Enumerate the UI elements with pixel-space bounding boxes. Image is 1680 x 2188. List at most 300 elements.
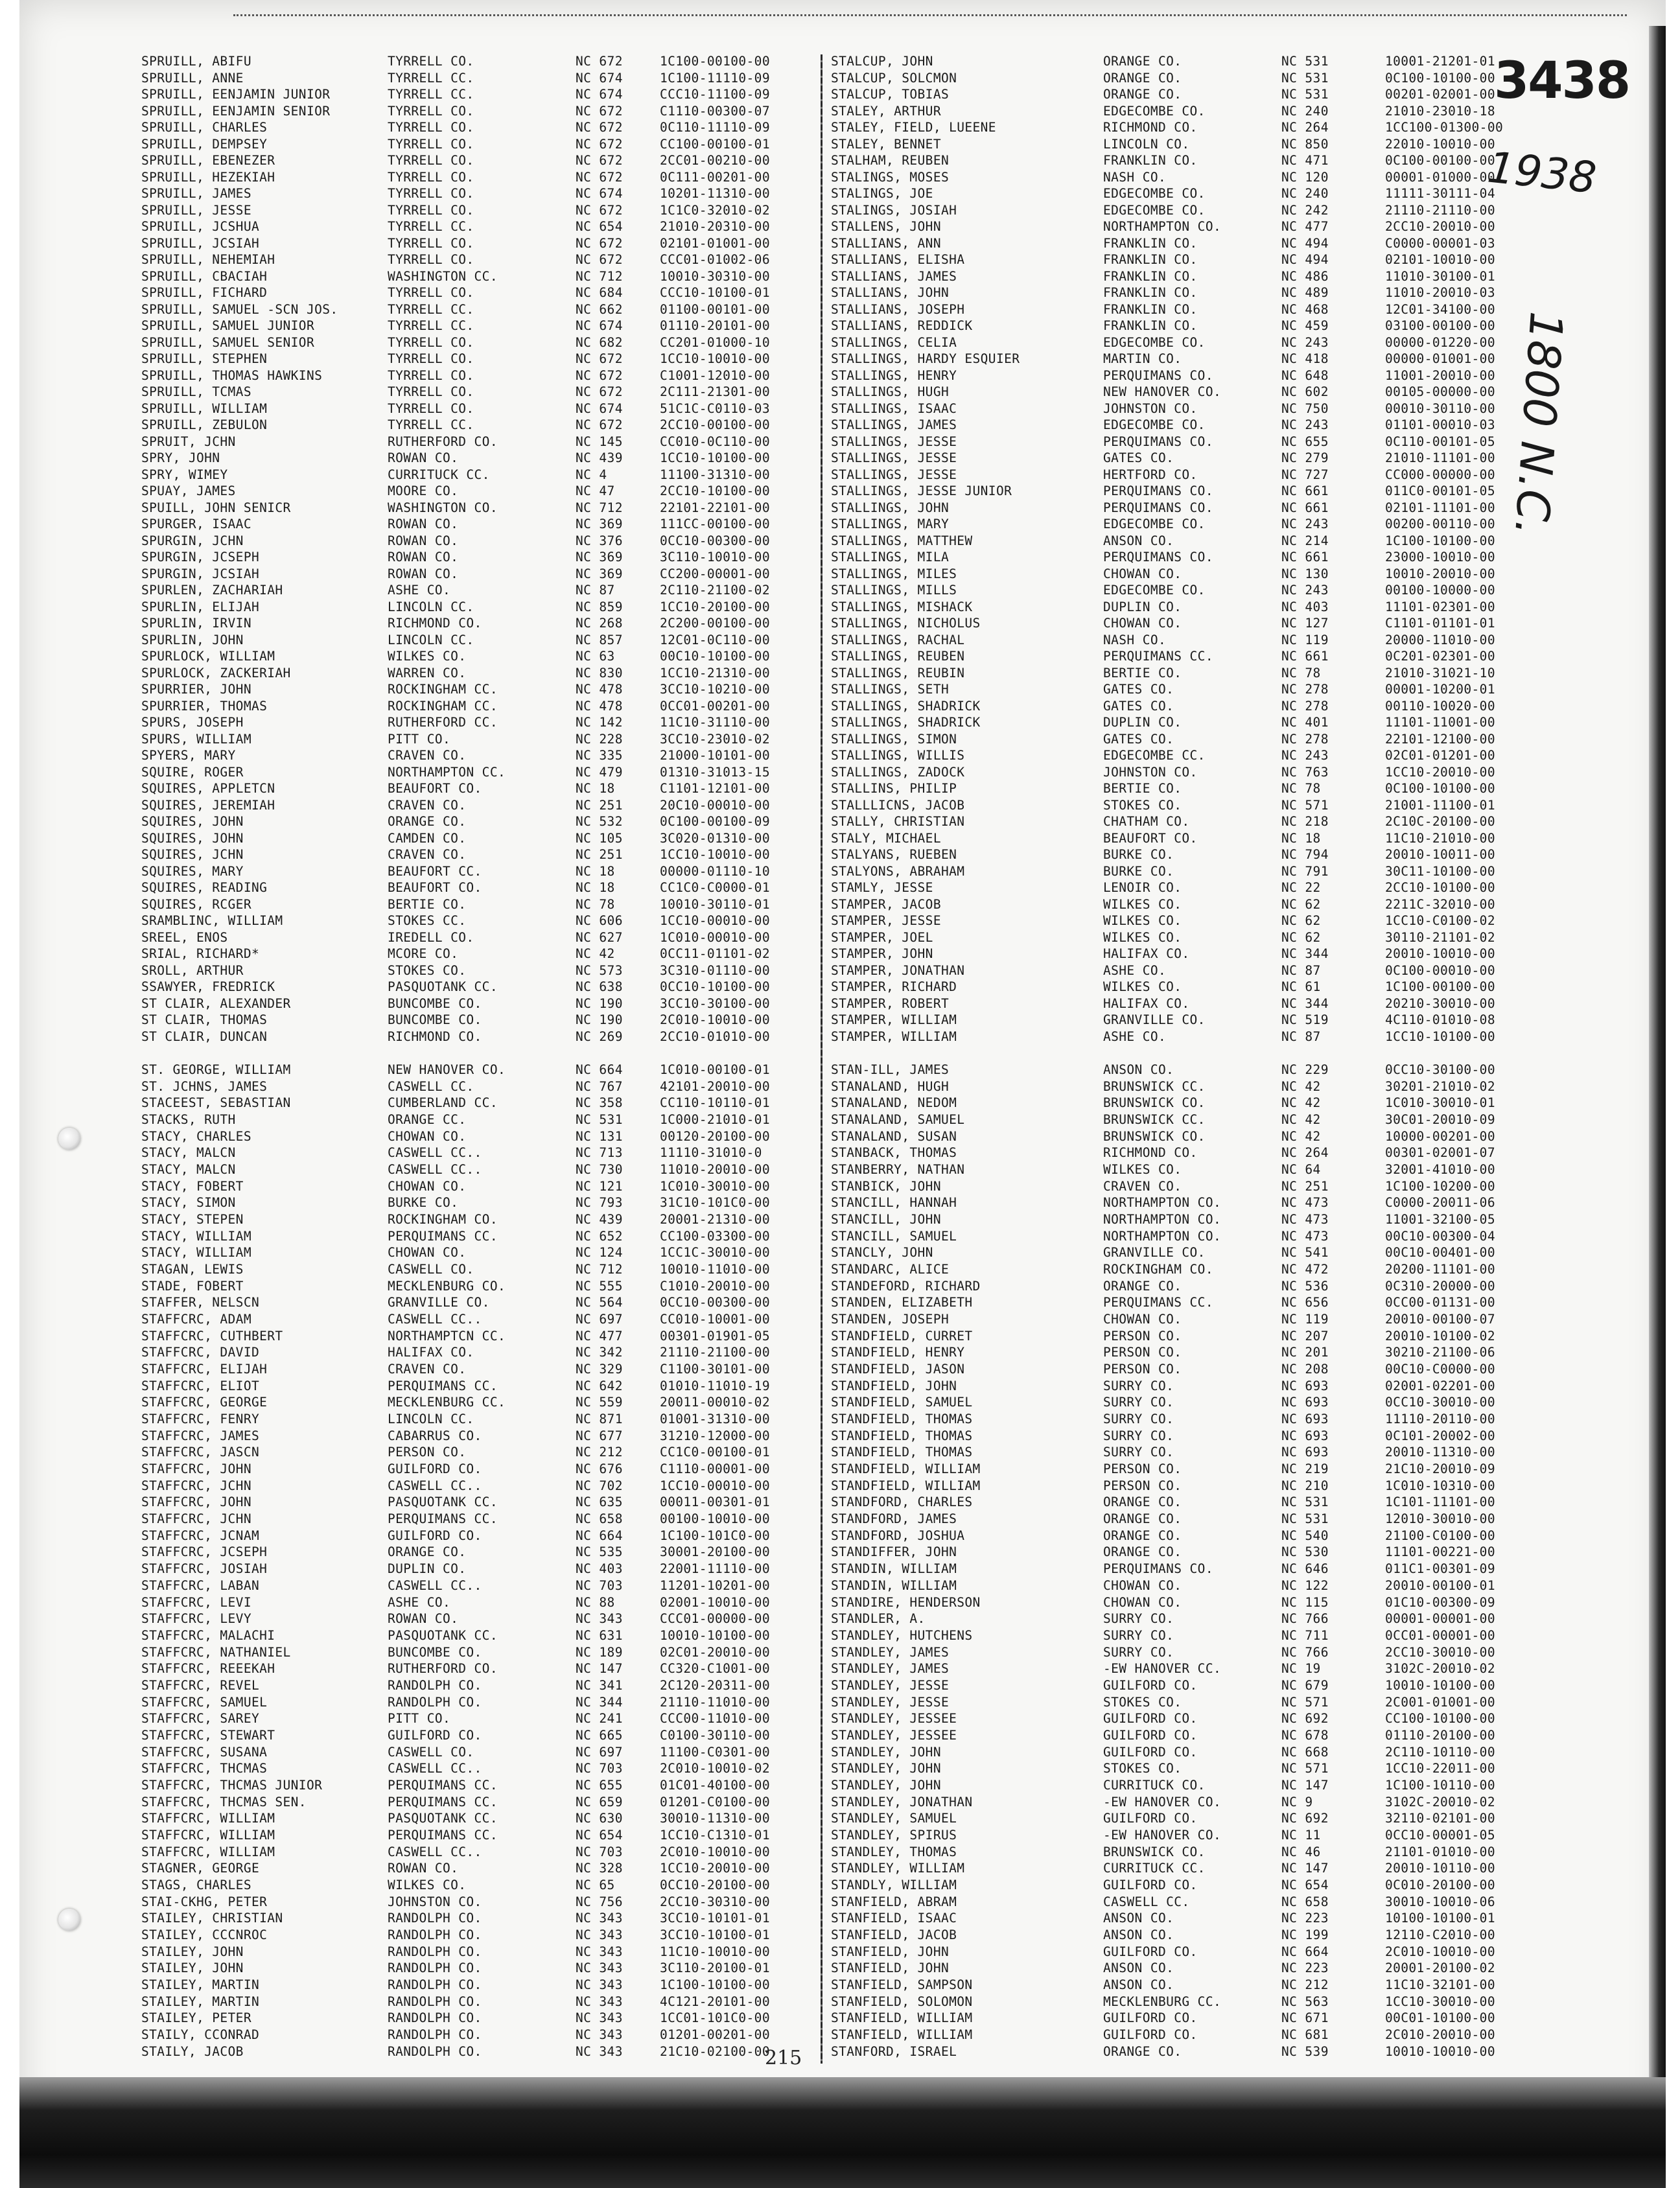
entry-county: LENOIR CO. <box>1103 881 1182 895</box>
entry-code: 11100-31310-00 <box>660 467 770 482</box>
index-entry <box>831 1562 1609 1578</box>
entry-code: 00C10-10100-00 <box>660 649 770 664</box>
entry-code: 3CC10-10210-00 <box>660 682 770 697</box>
index-entry <box>831 154 1609 170</box>
entry-code: 02001-02201-00 <box>1385 1379 1495 1393</box>
entry-page: NC 4 <box>576 467 607 482</box>
index-entry <box>141 765 815 782</box>
entry-name: SPRUILL, NEHEMIAH <box>141 253 275 267</box>
index-entry <box>141 1828 815 1845</box>
index-entry <box>141 931 815 947</box>
entry-name: STACY, WILLIAM <box>141 1246 251 1261</box>
entry-county: FRANKLIN CO. <box>1103 236 1198 251</box>
index-entry <box>141 319 815 335</box>
index-entry <box>141 1362 815 1379</box>
entry-name: STALLINGS, CELIA <box>831 335 957 350</box>
entry-code: 10010-20010-00 <box>1385 566 1495 581</box>
entry-name: STAFFCRC, JOHN <box>141 1495 251 1510</box>
entry-page: NC 672 <box>576 137 623 152</box>
entry-name: STANDEN, JOSEPH <box>831 1312 950 1327</box>
entry-page: NC 120 <box>1281 170 1329 185</box>
entry-code: 23000-10010-00 <box>1385 550 1495 564</box>
entry-name: SPRUILL, HEZEKIAH <box>141 170 275 185</box>
entry-page: NC 656 <box>1281 1296 1329 1310</box>
entry-county: EDGECOMBE CO. <box>1103 335 1206 350</box>
entry-county: ASHE CO. <box>388 1595 451 1610</box>
entry-page: NC 147 <box>1281 1861 1329 1876</box>
entry-code: 01010-11010-19 <box>660 1379 770 1393</box>
entry-county: TYRRELL CO. <box>388 203 474 218</box>
index-entry <box>141 1213 815 1229</box>
index-entry <box>831 633 1609 649</box>
entry-county: BEAUFORT CO. <box>388 881 482 895</box>
entry-county: CRAVEN CO. <box>388 749 467 763</box>
entry-page: NC 18 <box>576 782 615 796</box>
index-entry <box>141 567 815 583</box>
entry-code: 12110-C2010-00 <box>1385 1927 1495 1942</box>
entry-county: ASHE CO. <box>1103 963 1167 978</box>
entry-page: NC 674 <box>576 87 623 102</box>
index-entry <box>831 104 1609 121</box>
entry-page: NC 536 <box>1281 1279 1329 1294</box>
entry-county: GUILFORD CO. <box>1103 1878 1198 1892</box>
entry-county: ORANGE CO. <box>388 1545 467 1560</box>
entry-page: NC 63 <box>576 649 615 664</box>
entry-page: NC 61 <box>1281 980 1321 994</box>
entry-code: 1C010-00100-01 <box>660 1063 770 1077</box>
entry-county: ROWAN CO. <box>388 533 459 548</box>
entry-code: 1C010-30010-01 <box>1385 1096 1495 1111</box>
entry-county: SURRY CO. <box>1103 1412 1174 1427</box>
entry-name: STAFFCRC, WILLIAM <box>141 1845 275 1859</box>
entry-code: 01110-20100-00 <box>1385 1728 1495 1743</box>
entry-code: 11010-30100-01 <box>1385 269 1495 284</box>
entry-county: CASWELL CO. <box>388 1745 474 1760</box>
entry-code: 21110-11010-00 <box>660 1695 770 1710</box>
entry-name: STAILEY, CHRISTIAN <box>141 1911 283 1926</box>
entry-name: STANDIRE, HENDERSON <box>831 1595 981 1610</box>
index-entry <box>141 1695 815 1712</box>
entry-page: NC 672 <box>576 236 623 251</box>
entry-county: GUILFORD CO. <box>1103 1728 1198 1743</box>
entry-name: STALYONS, ABRAHAM <box>831 864 965 879</box>
index-entry <box>831 1146 1609 1162</box>
entry-name: STANDEN, ELIZABETH <box>831 1296 973 1310</box>
index-entry <box>831 1495 1609 1511</box>
entry-county: NORTHAMPTON CO. <box>1103 1196 1222 1211</box>
entry-code: 10010-11010-00 <box>660 1263 770 1277</box>
entry-name: STANFIELD, ABRAM <box>831 1894 957 1909</box>
entry-name: STANBERRY, NATHAN <box>831 1163 965 1178</box>
index-entry <box>831 1113 1609 1129</box>
entry-code: 3CC10-10100-01 <box>660 1927 770 1942</box>
index-entry <box>831 220 1609 236</box>
entry-code: 2CC10-10100-00 <box>660 484 770 498</box>
entry-name: STANDLEY, JESSE <box>831 1695 950 1710</box>
entry-name: STANDLY, WILLIAM <box>831 1878 957 1892</box>
index-entry <box>831 848 1609 864</box>
index-entry <box>831 1345 1609 1362</box>
entry-code: 1C100-00100-00 <box>660 54 770 69</box>
entry-code: 0CC10-10100-00 <box>660 980 770 994</box>
entry-name: SPUILL, JOHN SENICR <box>141 500 291 515</box>
entry-name: STAFFCRC, WILLIAM <box>141 1811 275 1826</box>
entry-code: 20001-21310-00 <box>660 1213 770 1228</box>
entry-name: STALHAM, REUBEN <box>831 154 950 168</box>
entry-county: TYRRELL CO. <box>388 170 474 185</box>
index-entry <box>831 1712 1609 1728</box>
index-entry <box>831 1196 1609 1212</box>
index-entry <box>831 1978 1609 1994</box>
entry-county: ROCKINGHAM CO. <box>388 1213 498 1228</box>
index-entry <box>831 385 1609 401</box>
entry-code: 32110-02101-00 <box>1385 1811 1495 1826</box>
entry-code: 11001-20010-00 <box>1385 368 1495 383</box>
entry-county: BRUNSWICK CO. <box>1103 1096 1206 1111</box>
entry-county: RUTHERFORD CO. <box>388 1662 498 1677</box>
entry-name: SPURS, JOSEPH <box>141 716 244 730</box>
index-entry <box>141 964 815 980</box>
entry-county: RANDOLPH CO. <box>388 1695 482 1710</box>
entry-page: NC 871 <box>576 1412 623 1427</box>
entry-name: STANDLEY, JESSEE <box>831 1728 957 1743</box>
index-entry <box>831 914 1609 930</box>
entry-name: SPURLIN, JOHN <box>141 633 244 647</box>
entry-page: NC 541 <box>1281 1246 1329 1261</box>
index-entry <box>141 484 815 500</box>
entry-county: TYRRELL CO. <box>388 104 474 119</box>
entry-code: 11C10-32101-00 <box>1385 1977 1495 1992</box>
entry-code: 1C101-11101-00 <box>1385 1495 1495 1510</box>
index-entry <box>831 931 1609 947</box>
entry-county: ORANGE CO. <box>1103 1545 1182 1560</box>
entry-county: EDGECOMBE CO. <box>1103 187 1206 201</box>
entry-county: CURRITUCK CO. <box>1103 1778 1206 1793</box>
entry-page: NC 664 <box>1281 1944 1329 1959</box>
entry-page: NC 115 <box>1281 1595 1329 1610</box>
entry-name: STANBACK, THOMAS <box>831 1146 957 1161</box>
entry-page: NC 105 <box>576 831 623 846</box>
entry-page: NC 199 <box>1281 1927 1329 1942</box>
index-entry <box>831 1180 1609 1196</box>
entry-page: NC 147 <box>1281 1778 1329 1793</box>
entry-name: ST. GEORGE, WILLIAM <box>141 1063 291 1077</box>
entry-page: NC 240 <box>1281 104 1329 119</box>
entry-county: GRANVILLE CO. <box>1103 1013 1206 1027</box>
entry-name: SPURLIN, IRVIN <box>141 616 251 631</box>
entry-page: NC 403 <box>576 1562 623 1577</box>
entry-name: STAFFCRC, WILLIAM <box>141 1828 275 1843</box>
entry-page: NC 418 <box>1281 352 1329 366</box>
entry-code: C1001-12010-00 <box>660 368 770 383</box>
entry-name: STANDLEY, JOHN <box>831 1778 941 1793</box>
entry-name: STALLY, CHRISTIAN <box>831 815 965 829</box>
entry-county: PERQUIMANS CO. <box>1103 550 1213 564</box>
entry-code: 20010-10011-00 <box>1385 848 1495 862</box>
entry-county: TYRRELL CO. <box>388 121 474 135</box>
entry-name: STAFFCRC, THCMAS SEN. <box>141 1795 307 1810</box>
index-entry <box>831 1429 1609 1445</box>
entry-county: NORTHAMPTON CO. <box>1103 1229 1222 1244</box>
entry-page: NC 18 <box>1281 831 1321 846</box>
entry-code: 2CC10-00100-00 <box>660 418 770 432</box>
entry-county: BRUNSWICK CO. <box>1103 1129 1206 1144</box>
entry-code: 22101-12100-00 <box>1385 732 1495 747</box>
entry-county: RANDOLPH CO. <box>388 1911 482 1926</box>
index-entry <box>831 583 1609 599</box>
entry-code: 1C100-00100-00 <box>1385 980 1495 994</box>
entry-name: SQUIRES, READING <box>141 881 268 895</box>
binder-hole-icon <box>58 1909 80 1931</box>
index-entry <box>831 1229 1609 1246</box>
entry-county: HALIFAX CO. <box>1103 996 1190 1011</box>
entry-name: SPRUILL, JAMES <box>141 187 251 201</box>
entry-county: PERSON CO. <box>1103 1362 1182 1377</box>
index-entry <box>141 501 815 517</box>
entry-page: NC 208 <box>1281 1362 1329 1377</box>
entry-county: WASHINGTON CO. <box>388 500 498 515</box>
entry-page: NC 42 <box>1281 1129 1321 1144</box>
index-entry <box>141 1263 815 1279</box>
entry-code: 11110-31010-0 <box>660 1146 762 1161</box>
entry-county: GUILFORD CO. <box>388 1462 482 1477</box>
entry-name: STANDFIELD, HENRY <box>831 1345 965 1360</box>
index-entry <box>141 1345 815 1362</box>
entry-page: NC 229 <box>1281 1063 1329 1077</box>
entry-page: NC 711 <box>1281 1628 1329 1643</box>
entry-county: CASWELL CC.. <box>388 1312 482 1327</box>
entry-code: 0CC10-00300-00 <box>660 533 770 548</box>
entry-code: 21010-23010-18 <box>1385 104 1495 119</box>
entry-code: 1CC10-10010-00 <box>660 848 770 862</box>
entry-page: NC 18 <box>576 864 615 879</box>
entry-name: STANDLER, A. <box>831 1612 926 1627</box>
entry-name: STANDLEY, THOMAS <box>831 1845 957 1859</box>
index-entry <box>141 1861 815 1878</box>
entry-code: 30110-21101-02 <box>1385 930 1495 945</box>
index-entry <box>141 2028 815 2044</box>
entry-county: GATES CO. <box>1103 682 1174 697</box>
entry-name: STANALAND, HUGH <box>831 1079 950 1094</box>
entry-county: TYRRELL CC. <box>388 220 474 234</box>
entry-name: STAILEY, JOHN <box>141 1961 244 1976</box>
entry-page: NC 22 <box>1281 881 1321 895</box>
entry-page: NC 471 <box>1281 154 1329 168</box>
entry-name: STAI-CKHG, PETER <box>141 1894 268 1909</box>
entry-name: STANDFIELD, THOMAS <box>831 1412 973 1427</box>
entry-page: NC 648 <box>1281 368 1329 383</box>
entry-code: 2C200-00100-00 <box>660 616 770 631</box>
entry-county: PERSON CO. <box>1103 1478 1182 1493</box>
entry-page: NC 278 <box>1281 682 1329 697</box>
entry-name: STAILEY, MARTIN <box>141 1977 260 1992</box>
entry-county: TYRRELL CO. <box>388 137 474 152</box>
entry-code: C1101-01101-01 <box>1385 616 1495 631</box>
entry-page: NC 703 <box>576 1578 623 1593</box>
entry-code: 12010-30010-00 <box>1385 1512 1495 1527</box>
index-entry <box>831 1911 1609 1927</box>
entry-page: NC 477 <box>1281 220 1329 234</box>
index-entry <box>141 1579 815 1595</box>
index-entry <box>831 87 1609 104</box>
entry-county: -EW HANOVER CC. <box>1103 1662 1222 1677</box>
entry-code: 00120-20100-00 <box>660 1129 770 1144</box>
index-entry <box>831 402 1609 418</box>
entry-page: NC 42 <box>1281 1079 1321 1094</box>
entry-page: NC 692 <box>1281 1712 1329 1727</box>
entry-page: NC 343 <box>576 1994 623 2009</box>
entry-code: 0C110-11110-09 <box>660 121 770 135</box>
entry-code: 0C111-00201-00 <box>660 170 770 185</box>
entry-page: NC 369 <box>576 517 623 531</box>
entry-page: NC 713 <box>576 1146 623 1161</box>
index-entry <box>141 1412 815 1428</box>
entry-county: CHOWAN CO. <box>388 1129 467 1144</box>
entry-page: NC 459 <box>1281 319 1329 333</box>
entry-code: 0C100-00010-00 <box>1385 963 1495 978</box>
entry-name: STALLINGS, MILA <box>831 550 950 564</box>
index-entry <box>831 286 1609 302</box>
entry-name: SQUIRES, MARY <box>141 864 244 879</box>
index-entry <box>141 1778 815 1795</box>
entry-code: 11201-10201-00 <box>660 1578 770 1593</box>
entry-code: 00200-00110-00 <box>1385 517 1495 531</box>
entry-county: NORTHAMPTCN CC. <box>388 1329 506 1344</box>
entry-name: STACY, STEPEN <box>141 1213 244 1228</box>
entry-county: PERQUIMANS CO. <box>1103 368 1213 383</box>
entry-code: C1101-12101-00 <box>660 782 770 796</box>
entry-code: 1C100-11110-09 <box>660 71 770 86</box>
entry-name: STANDLEY, JESSEE <box>831 1712 957 1727</box>
entry-county: HALIFAX CO. <box>388 1345 474 1360</box>
entry-name: STAFFCRC, STEWART <box>141 1728 275 1743</box>
entry-name: SPRUILL, SAMUEL -SCN JOS. <box>141 302 338 317</box>
entry-page: NC 42 <box>576 947 615 961</box>
entry-county: BURKE CO. <box>1103 848 1174 862</box>
entry-code: 21010-20310-00 <box>660 220 770 234</box>
index-entry <box>831 71 1609 87</box>
entry-county: WILKES CO. <box>1103 930 1182 945</box>
entry-name: STAMPER, JOHN <box>831 947 933 961</box>
index-entry <box>831 187 1609 203</box>
entry-page: NC 630 <box>576 1811 623 1826</box>
entry-page: NC 693 <box>1281 1445 1329 1460</box>
entry-code: 0CC00-01131-00 <box>1385 1296 1495 1310</box>
entry-code: 2CC01-00210-00 <box>660 154 770 168</box>
entry-county: CRAVEN CO. <box>388 848 467 862</box>
entry-code: 02C01-01201-00 <box>1385 749 1495 763</box>
entry-county: CURRITUCK CC. <box>1103 1861 1206 1876</box>
entry-county: STOKES CO. <box>388 963 467 978</box>
entry-county: CHATHAM CO. <box>1103 815 1190 829</box>
entry-name: SPRUILL, SAMUEL JUNIOR <box>141 319 315 333</box>
entry-page: NC 190 <box>576 996 623 1011</box>
entry-county: TYRRELL CO. <box>388 335 474 350</box>
entry-county: CASWELL CC.. <box>388 1146 482 1161</box>
index-entry <box>141 468 815 484</box>
entry-page: NC 241 <box>576 1712 623 1727</box>
entry-page: NC 646 <box>1281 1562 1329 1577</box>
entry-code: 00010-30110-00 <box>1385 401 1495 416</box>
entry-code: 1CC10-00010-00 <box>660 914 770 928</box>
entry-code: 20010-11310-00 <box>1385 1445 1495 1460</box>
entry-code: 01310-31013-15 <box>660 765 770 780</box>
entry-code: 20210-30010-00 <box>1385 996 1495 1011</box>
entry-code: 21C10-02100-00 <box>660 2044 770 2059</box>
entry-name: STACEEST, SEBASTIAN <box>141 1096 291 1111</box>
entry-name: STALINGS, MOSES <box>831 170 950 185</box>
entry-name: STAFFER, NELSCN <box>141 1296 260 1310</box>
entry-code: 2C010-10010-02 <box>660 1762 770 1776</box>
entry-code: 1C100-10110-00 <box>1385 1778 1495 1793</box>
entry-name: STAMPER, JOEL <box>831 930 933 945</box>
entry-name: STANCILL, JOHN <box>831 1213 941 1228</box>
entry-code: 02C01-20010-00 <box>660 1645 770 1660</box>
entry-code: CC100-03300-00 <box>660 1229 770 1244</box>
entry-code: 11001-32100-05 <box>1385 1213 1495 1228</box>
entry-name: STANFIELD, JOHN <box>831 1944 950 1959</box>
entry-county: PERQUIMANS CO. <box>1103 434 1213 449</box>
entry-name: SPRY, WIMEY <box>141 467 228 482</box>
entry-county: CUMBERLAND CC. <box>388 1096 498 1111</box>
index-entry <box>831 1512 1609 1528</box>
entry-page: NC 703 <box>576 1762 623 1776</box>
entry-page: NC 672 <box>576 154 623 168</box>
entry-county: ORANGE CO. <box>1103 1495 1182 1510</box>
entry-code: 20C10-00010-00 <box>660 798 770 813</box>
index-entry <box>141 1878 815 1894</box>
entry-name: STALCUP, SOLCMON <box>831 71 957 86</box>
entry-county: GUILFORD CO. <box>1103 2027 1198 2042</box>
entry-county: WARREN CO. <box>388 666 467 681</box>
entry-code: 0C100-00100-09 <box>660 815 770 829</box>
entry-name: STAFFCRC, LEVI <box>141 1595 251 1610</box>
entry-name: STAILY, CCONRAD <box>141 2027 260 2042</box>
entry-page: NC 674 <box>576 71 623 86</box>
index-entry <box>141 1279 815 1296</box>
entry-code: 0C110-00101-05 <box>1385 434 1495 449</box>
entry-name: STANDFORD, JAMES <box>831 1512 957 1527</box>
entry-page: NC 119 <box>1281 1312 1329 1327</box>
entry-page: NC 697 <box>576 1312 623 1327</box>
entry-name: STANDLEY, JAMES <box>831 1645 950 1660</box>
index-entry <box>141 154 815 170</box>
entry-page: NC 78 <box>1281 666 1321 681</box>
index-entry <box>831 1828 1609 1845</box>
entry-county: CURRITUCK CC. <box>388 467 490 482</box>
entry-name: STAFFCRC, CUTHBERT <box>141 1329 283 1344</box>
entry-name: STANCLY, JOHN <box>831 1246 933 1261</box>
entry-code: 02101-01001-00 <box>660 236 770 251</box>
entry-county: -EW HANOVER CO. <box>1103 1828 1222 1843</box>
index-entry <box>141 402 815 418</box>
entry-name: STAFFCRC, ELIOT <box>141 1379 260 1393</box>
entry-county: NORTHAMPTON CO. <box>1103 220 1222 234</box>
entry-name: SPRUILL, JCSIAH <box>141 236 260 251</box>
index-entry <box>141 1961 815 1977</box>
index-entry <box>831 682 1609 699</box>
entry-code: 12C01-0C110-00 <box>660 633 770 647</box>
entry-page: NC 242 <box>1281 203 1329 218</box>
entry-code: 02001-10010-00 <box>660 1595 770 1610</box>
entry-county: GUILFORD CO. <box>1103 2011 1198 2026</box>
entry-name: SQUIRE, ROGER <box>141 765 244 780</box>
index-entry <box>141 352 815 368</box>
entry-page: NC 62 <box>1281 914 1321 928</box>
index-entry <box>831 964 1609 980</box>
entry-page: NC 702 <box>576 1478 623 1493</box>
entry-county: CASWELL CO. <box>388 1263 474 1277</box>
